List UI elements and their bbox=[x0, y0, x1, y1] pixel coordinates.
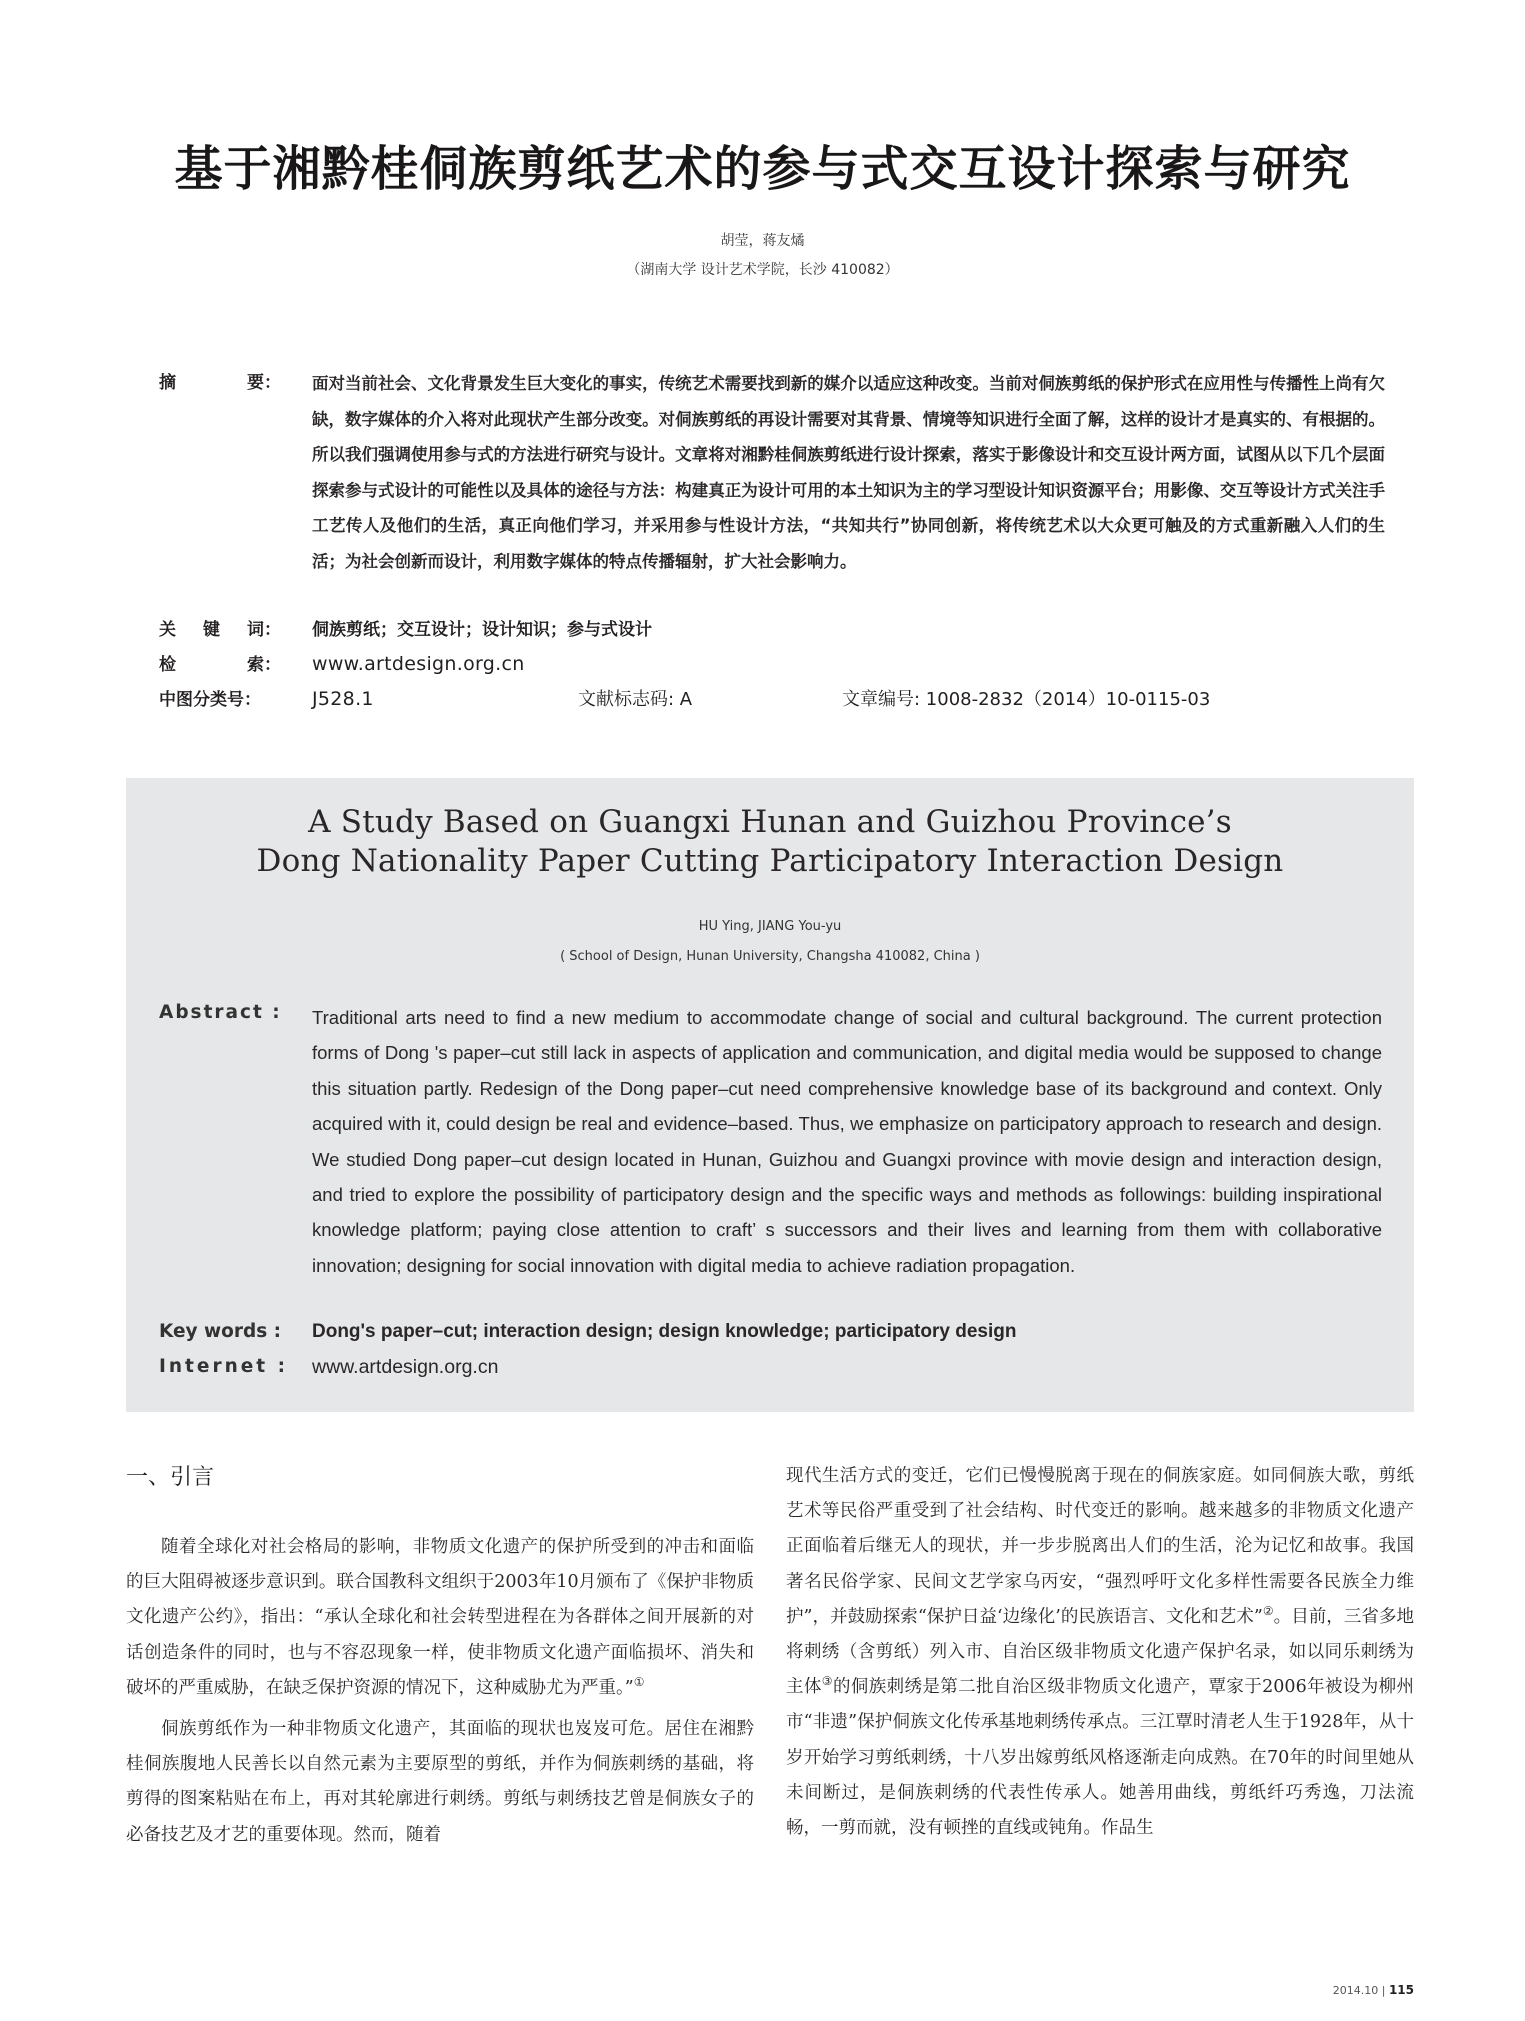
cn-keywords: 侗族剪纸；交互设计；设计知识；参与式设计 bbox=[312, 620, 652, 640]
article-number: 文章编号: 1008-2832（2014）10-0115-03 bbox=[842, 689, 1211, 710]
paragraph: 侗族剪纸作为一种非物质文化遗产，其面临的现状也岌岌可危。居住在湘黔桂侗族腹地人民善长以自然元素为主要原型的剪纸，并作为侗族刺绣的基础，将剪得的图案粘贴在布上，再对其轮廓进行刺绣。剪纸与刺绣技艺曾是侗族女子的必备技艺及才艺的重要体现。然而，随着 bbox=[126, 1719, 754, 1845]
cn-abstract-label: 摘 要： bbox=[159, 373, 281, 393]
en-keywords-label: Key words : bbox=[159, 1321, 282, 1342]
paragraph-text: 现代生活方式的变迁，它们已慢慢脱离于现在的侗族家庭。如同侗族大歌，剪纸艺术等民俗严重受到了社会结构、时代变迁的影响。越来越多的非物质文化遗产正面临着后继无人的现状，并一步步脱离出人们的生活，沦为记忆和故事。我国著名民俗学家、民间文艺学家乌丙安，“强烈呼吁文化多样性需要各民族全力维护”，并鼓励探索“保护日益‘边缘化’的民族语言、文化和艺术” bbox=[786, 1466, 1414, 1627]
cn-search-row bbox=[159, 650, 525, 675]
en-title-line-1: A Study Based on Guangxi Hunan and Guizhou Province’s bbox=[308, 804, 1232, 840]
paragraph-text: 的侗族刺绣是第二批自治区级非物质文化遗产，覃家于2006年被设为柳州市“非遗”保护侗族文化传承基地刺绣传承点。三江覃时清老人生于1928年，从十岁开始学习剪纸刺绣，十八岁出嫁剪纸风格逐渐走向成熟。在70年的时间里她从未间断过，是侗族刺绣的代表性传承人。她善用曲线，剪纸纤巧秀逸，刀法流畅，一剪而就，没有顿挫的直线或钝角。作品生 bbox=[786, 1677, 1415, 1839]
english-abstract-box bbox=[126, 778, 1414, 1412]
cn-class-row bbox=[159, 685, 374, 710]
cn-search-label: 检 索： bbox=[159, 655, 281, 675]
paragraph bbox=[786, 1459, 1414, 1846]
en-internet-label: Internet : bbox=[159, 1356, 288, 1377]
issue-label: 2014.10 | bbox=[1332, 1984, 1389, 1997]
cn-keywords-label: 关 键 词： bbox=[159, 620, 281, 640]
footnote-mark: ② bbox=[1262, 1603, 1274, 1618]
page-footer bbox=[1320, 1983, 1414, 1997]
paragraph bbox=[126, 1530, 754, 1706]
en-keywords: Dong's paper–cut; interaction design; design knowledge; participatory design bbox=[312, 1321, 1017, 1342]
cn-class-label: 中图分类号： bbox=[159, 690, 261, 710]
authors: 胡莹，蒋友燏 bbox=[720, 233, 805, 249]
en-abstract-label: Abstract : bbox=[159, 1002, 282, 1023]
body-column-left bbox=[126, 1530, 754, 1853]
cn-search-url[interactable]: www.artdesign.org.cn bbox=[312, 653, 525, 675]
en-authors: HU Ying, JIANG You-yu bbox=[698, 919, 842, 934]
section-heading-introduction: 一、引言 bbox=[126, 1465, 215, 1490]
cn-abstract-text: 面对当前社会、文化背景发生巨大变化的事实，传统艺术需要找到新的媒介以适应这种改变。当前对侗族剪纸的保护形式在应用性与传播性上尚有欠缺，数字媒体的介入将对此现状产生部分改变。对侗族剪纸的再设计需要对其背景、情境等知识进行全面了解，这样的设计才是真实的、有根据的。所以我们强调使用参与式的方法进行研究与设计。文章将对湘黔桂侗族剪纸进行设计探索，落实于影像设计和交互设计两方面，试图从以下几个层面探索参与式设计的可能性以及具体的途径与方法：构建真正为设计可用的本土知识为主的学习型设计知识资源平台；用影像、交互等设计方式关注手工艺传人及他们的生活，真正向他们学习，并采用参与性设计方法，“共知共行”协同创新，将传统艺术以大众更可触及的方式重新融入人们的生活；为社会创新而设计，利用数字媒体的特点传播辐射，扩大社会影响力。 bbox=[312, 374, 1385, 571]
doc-code: 文献标志码: A bbox=[578, 689, 693, 710]
paragraph-text: 。目前，三省多地将刺绣（含剪纸）列入市、自治区级非物质文化遗产保护名录，如以同乐刺绣为主体 bbox=[786, 1606, 1414, 1698]
en-abstract-text: Traditional arts need to find a new medium to accommodate change of social and cultural background. The current protection forms of Dong 's paper–cut still lack in aspects of application and communication, and digital media would be supposed to change this situation partly. Redesign of the Dong paper–cut need comprehensive knowledge base of its background and context. Only acquired with it, could design be real and evidence–based. Thus, we emphasize on participatory approach to research and design. We studied Dong paper–cut design located in Hunan, Guizhou and Guangxi province with movie design and interaction design, and tried to explore the possibility of participatory design and the specific ways and methods as followings: building inspirational knowledge platform; paying close attention to craft’ s successors and their lives and learning from them with collaborative innovation; designing for social innovation with digital media to achieve radiation propagation. bbox=[312, 1007, 1382, 1276]
en-internet-url[interactable]: www.artdesign.org.cn bbox=[312, 1356, 499, 1378]
paragraph-text: 随着全球化对社会格局的影响，非物质文化遗产的保护所受到的冲击和面临的巨大阻碍被逐步意识到。联合国教科文组织于2003年10月颁布了《保护非物质文化遗产公约》，指出：“承认全球化和社会转型进程在为各群体之间开展新的对话创造条件的同时，也与不容忍现象一样，使非物质文化遗产面临损坏、消失和破坏的严重威胁，在缺乏保护资源的情况下，这种威胁尤为严重。” bbox=[126, 1537, 754, 1698]
paper-title: 基于湘黔桂侗族剪纸艺术的参与式交互设计探索与研究 bbox=[174, 141, 1351, 197]
cn-keywords-row bbox=[159, 615, 652, 640]
en-affiliation: ( School of Design, Hunan University, Changsha 410082, China ) bbox=[560, 949, 980, 964]
footnote-mark: ① bbox=[633, 1674, 645, 1689]
body-column-right bbox=[786, 1459, 1414, 1846]
page-number: 115 bbox=[1388, 1983, 1414, 1997]
cn-class-value: J528.1 bbox=[312, 688, 374, 710]
en-title-line-2: Dong Nationality Paper Cutting Participatory Interaction Design bbox=[256, 843, 1284, 879]
affiliation: （湖南大学 设计艺术学院，长沙 410082） bbox=[626, 262, 899, 278]
footnote-mark: ③ bbox=[821, 1674, 833, 1689]
